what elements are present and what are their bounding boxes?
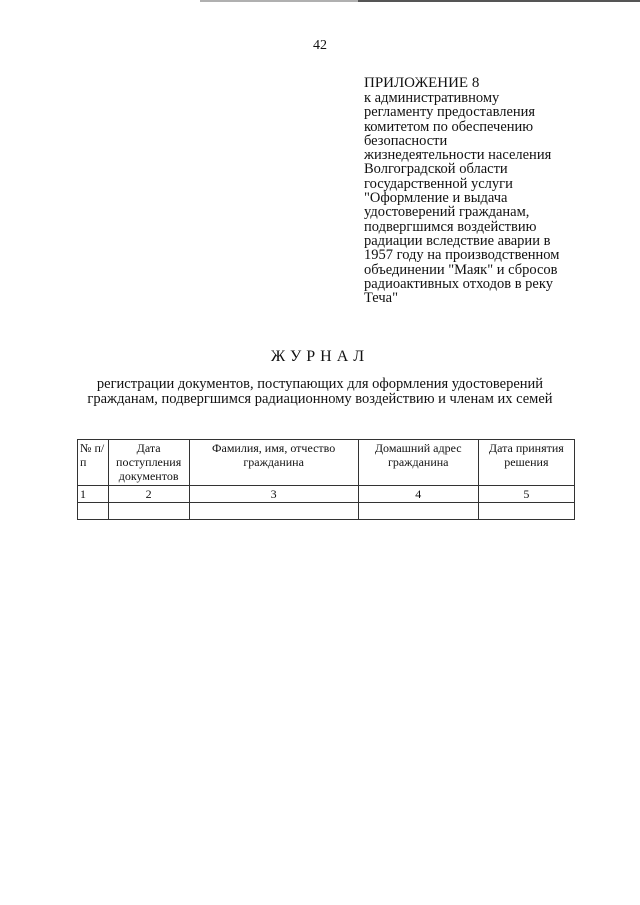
table-header-row [78,440,575,486]
journal-subtitle [0,377,640,407]
journal-subtitle-line: гражданам, подвергшимся радиационному воздействию и членам их семей [87,391,553,407]
appendix-line: радиоактивных отходов в реку [364,275,553,292]
header-decision-date: Дата принятия решения [478,440,574,486]
appendix-line: государственной услуги [364,175,513,192]
appendix-line: жизнедеятельности населения [364,147,552,164]
appendix-line: "Оформление и выдача [364,190,508,207]
table-cell [358,503,478,520]
appendix-line: Теча" [364,290,399,307]
appendix-line: 1957 году на производственном [364,247,560,264]
appendix-line: Волгоградской области [364,161,508,178]
table-cell [189,503,358,520]
table-cell [78,503,109,520]
appendix-block [364,76,594,305]
column-number-cell: 5 [478,486,574,503]
table-numbering-row [78,486,575,503]
appendix-line: регламенту предоставления [364,104,536,121]
table-cell [478,503,574,520]
table-cell [108,503,189,520]
appendix-line: радиации вследствие аварии в [364,232,551,249]
page-number: 42 [313,38,327,53]
appendix-line: удостоверений гражданам, [364,204,530,221]
column-number-cell: 2 [108,486,189,503]
appendix-line: комитетом по обеспечению [364,118,534,135]
journal-subtitle-line: регистрации документов, поступающих для оформления удостоверений [96,376,544,392]
table-row [78,503,575,520]
column-number-cell: 4 [358,486,478,503]
appendix-line: к административному [364,90,500,106]
scan-edge-line [358,0,640,2]
column-number-cell: 1 [78,486,109,503]
header-number: № п/п [78,440,109,486]
appendix-title: ПРИЛОЖЕНИЕ 8 [364,75,480,91]
appendix-line: объединении "Маяк" и сбросов [364,261,558,278]
scan-edge-line [200,0,360,2]
header-home-address: Домашний адрес гражданина [358,440,478,486]
appendix-line: безопасности [364,132,448,149]
register-table [77,439,575,520]
column-number-cell: 3 [189,486,358,503]
appendix-line: подвергшимся воздействию [364,218,537,235]
journal-title: ЖУРНАЛ [270,348,370,365]
header-receipt-date: Дата поступления документов [108,440,189,486]
header-full-name: Фамилия, имя, отчество гражданина [189,440,358,486]
